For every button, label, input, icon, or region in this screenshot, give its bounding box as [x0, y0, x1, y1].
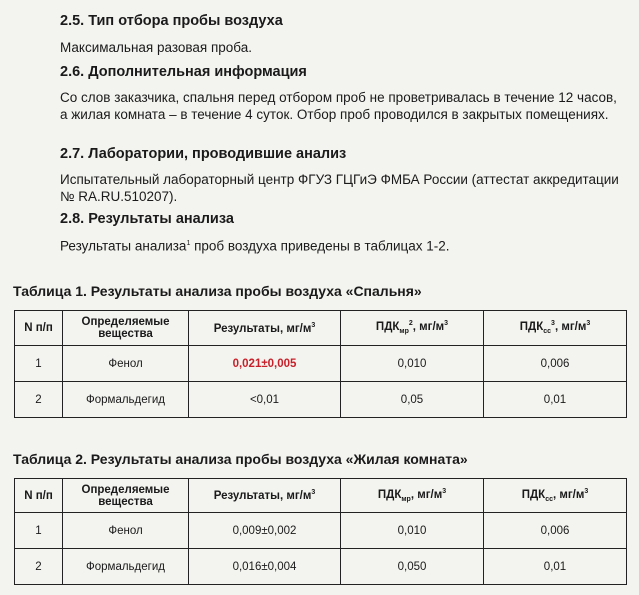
cell-num: 2 — [15, 549, 63, 585]
section-2-5-title: 2.5. Тип отбора пробы воздуха — [60, 13, 283, 29]
col-header-substance: Определяемые вещества — [63, 311, 189, 346]
col-header-pdk-mr: $ПДК_{мр}^2$, $мг/м^3$ — [341, 311, 484, 346]
cell-pdk-ss: 0,01 — [484, 382, 627, 418]
section-2-6-title: 2.6. Дополнительная информация — [60, 64, 307, 80]
col-header-num: N п/п — [15, 311, 63, 346]
section-2-8-text-before: Результаты анализа — [60, 238, 187, 254]
table-row — [15, 382, 627, 418]
section-2-7-text: Испытательный лабораторный центр ФГУЗ ГЦГиЭ ФМБА России (аттестат аккредитации № RA.RU.510207). — [60, 172, 619, 204]
table-row — [15, 513, 627, 549]
cell-substance: Формальдегид — [63, 382, 189, 418]
cell-pdk-mr: 0,010 — [341, 346, 484, 382]
cell-result: <0,01 — [189, 382, 341, 418]
section-2-5-text: Максимальная разовая проба. — [60, 40, 252, 55]
cell-num: 2 — [15, 382, 63, 418]
cell-substance: Формальдегид — [63, 549, 189, 585]
col-header-pdk-ss: $ПДК_{сс}$, $мг/м^3$ — [484, 479, 627, 513]
cell-pdk-mr: 0,05 — [341, 382, 484, 418]
cell-result: 0,009±0,002 — [189, 513, 341, 549]
col-header-result: Результаты, $мг/м^3$ — [189, 479, 341, 513]
cell-num: 1 — [15, 513, 63, 549]
cell-substance: Фенол — [63, 513, 189, 549]
cell-pdk-mr: 0,050 — [341, 549, 484, 585]
col-header-result: Результаты, $мг/м^3$ — [189, 311, 341, 346]
cell-num: 1 — [15, 346, 63, 382]
section-2-7-title: 2.7. Лаборатории, проводившие анализ — [60, 146, 347, 162]
table-2-caption: Таблица 2. Результаты анализа пробы воздуха «Жилая комната» — [13, 451, 468, 467]
cell-result: 0,016±0,004 — [189, 549, 341, 585]
table-1 — [14, 310, 627, 418]
table-row — [15, 346, 627, 382]
cell-pdk-mr: 0,010 — [341, 513, 484, 549]
col-header-num: N п/п — [15, 479, 63, 513]
section-2-6-text: Со слов заказчика, спальня перед отбором проб не проветривалась в течение 12 часов, а жилая комната – в течение 4 суток. Отбор проб проводился в закрытых помещениях. — [60, 90, 617, 122]
table-1-header-row — [15, 311, 627, 346]
cell-substance: Фенол — [63, 346, 189, 382]
col-header-substance: Определяемые вещества — [63, 479, 189, 513]
footnote-mark: 1 — [186, 240, 191, 247]
cell-pdk-ss: 0,01 — [484, 549, 627, 585]
section-2-8-text-after: проб воздуха приведены в таблицах 1-2. — [190, 238, 450, 254]
table-2 — [14, 478, 627, 585]
section-2-8-title: 2.8. Результаты анализа — [60, 211, 234, 227]
table-1-caption: Таблица 1. Результаты анализа пробы воздуха «Спальня» — [13, 283, 422, 299]
col-header-pdk-mr: $ПДК_{мр}$, $мг/м^3$ — [341, 479, 484, 513]
cell-pdk-ss: 0,006 — [484, 346, 627, 382]
col-header-pdk-ss: $ПДК_{сс}^3$, $мг/м^3$ — [484, 311, 627, 346]
cell-result-exceeded: 0,021±0,005 — [189, 346, 341, 382]
cell-pdk-ss: 0,006 — [484, 513, 627, 549]
section-2-8-text — [60, 235, 620, 255]
table-2-header-row — [15, 479, 627, 513]
table-row — [15, 549, 627, 585]
